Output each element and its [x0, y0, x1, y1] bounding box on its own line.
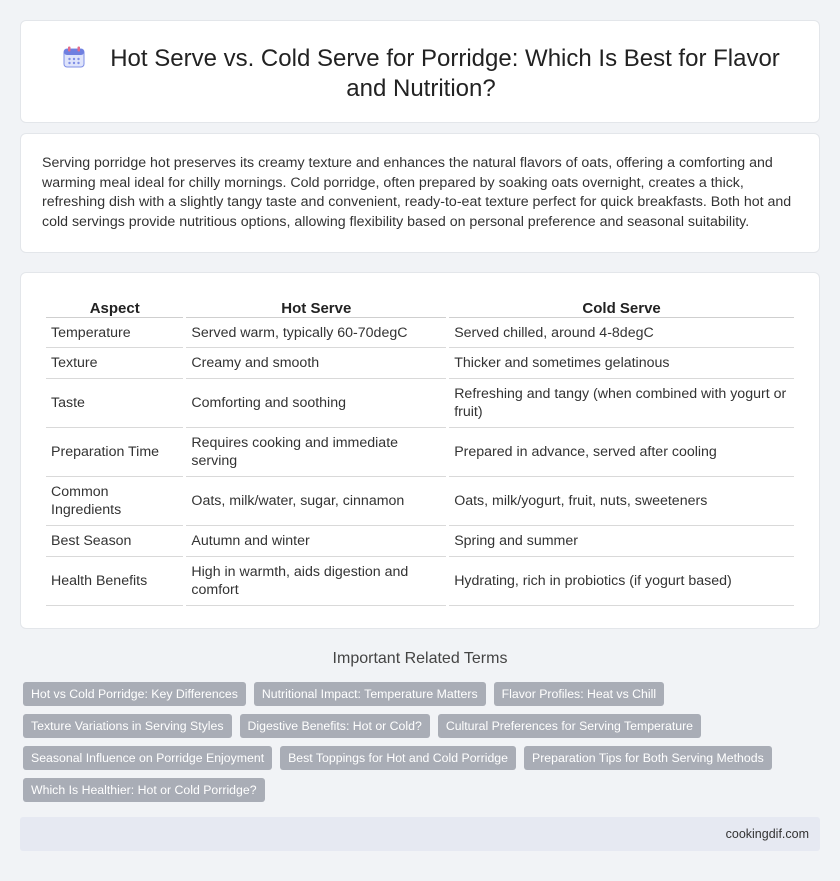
intro-card: [20, 133, 820, 253]
related-term-tag[interactable]: Seasonal Influence on Porridge Enjoyment: [23, 746, 272, 770]
related-term-tag[interactable]: Cultural Preferences for Serving Temperature: [438, 714, 701, 738]
cell-aspect: Temperature: [46, 318, 183, 348]
cell-aspect: Texture: [46, 348, 183, 379]
cell-hot: Comforting and soothing: [186, 379, 446, 428]
related-term-tag[interactable]: Texture Variations in Serving Styles: [23, 714, 232, 738]
cell-cold: Hydrating, rich in probiotics (if yogurt based): [449, 557, 794, 606]
cell-aspect: Best Season: [46, 526, 183, 557]
page-title: Hot Serve vs. Cold Serve for Porridge: Which Is Best for Flavor and Nutrition?: [110, 45, 780, 102]
related-term-tag[interactable]: Which Is Healthier: Hot or Cold Porridge?: [23, 778, 265, 802]
footer-site-link[interactable]: cookingdif.com: [725, 827, 809, 841]
header-cold-serve: Cold Serve: [449, 296, 794, 318]
related-term-tag[interactable]: Best Toppings for Hot and Cold Porridge: [280, 746, 516, 770]
table-row: [46, 379, 794, 428]
cell-aspect: Common Ingredients: [46, 477, 183, 526]
related-term-tag[interactable]: Flavor Profiles: Heat vs Chill: [494, 682, 664, 706]
header-hot-serve: Hot Serve: [186, 296, 446, 318]
cell-cold: Served chilled, around 4-8degC: [449, 318, 794, 348]
cell-cold: Spring and summer: [449, 526, 794, 557]
cell-hot: High in warmth, aids digestion and comfort: [186, 557, 446, 606]
table-row: [46, 526, 794, 557]
related-term-tag[interactable]: Preparation Tips for Both Serving Methods: [524, 746, 772, 770]
cell-cold: Refreshing and tangy (when combined with yogurt or fruit): [449, 379, 794, 428]
related-term-tag[interactable]: Digestive Benefits: Hot or Cold?: [240, 714, 430, 738]
comparison-table-card: [20, 272, 820, 629]
related-term-tag[interactable]: Hot vs Cold Porridge: Key Differences: [23, 682, 246, 706]
cell-hot: Requires cooking and immediate serving: [186, 428, 446, 477]
cell-aspect: Preparation Time: [46, 428, 183, 477]
cell-cold: Thicker and sometimes gelatinous: [449, 348, 794, 379]
cell-cold: Prepared in advance, served after cooling: [449, 428, 794, 477]
cell-hot: Served warm, typically 60-70degC: [186, 318, 446, 348]
comparison-table: [43, 296, 797, 606]
table-header-row: [46, 296, 794, 318]
intro-paragraph: Serving porridge hot preserves its creamy texture and enhances the natural flavors of oats, offering a comforting and warming meal ideal for chilly mornings. Cold porridge, often prepared by soaking oats overnight, creates a thick, refreshing dish with a slightly tangy taste and convenient, ready-to-eat texture perfect for quick breakfasts. Both hot and cold servings provide nutritious options, allowing flexibility based on personal preference and seasonal suitability.: [42, 155, 792, 230]
footer: [20, 817, 820, 851]
cell-aspect: Taste: [46, 379, 183, 428]
table-row: [46, 428, 794, 477]
related-terms-title: Important Related Terms: [332, 650, 508, 667]
related-terms-list: [23, 682, 803, 802]
cell-hot: Oats, milk/water, sugar, cinnamon: [186, 477, 446, 526]
cell-hot: Creamy and smooth: [186, 348, 446, 379]
calendar-icon: [62, 45, 86, 69]
header-aspect: Aspect: [46, 296, 183, 318]
table-row: [46, 348, 794, 379]
related-term-tag[interactable]: Nutritional Impact: Temperature Matters: [254, 682, 486, 706]
table-row: [46, 477, 794, 526]
cell-hot: Autumn and winter: [186, 526, 446, 557]
table-row: [46, 318, 794, 348]
cell-aspect: Health Benefits: [46, 557, 183, 606]
header-card: [20, 20, 820, 123]
page-title-wrap: [21, 44, 821, 104]
cell-cold: Oats, milk/yogurt, fruit, nuts, sweeteners: [449, 477, 794, 526]
table-row: [46, 557, 794, 606]
